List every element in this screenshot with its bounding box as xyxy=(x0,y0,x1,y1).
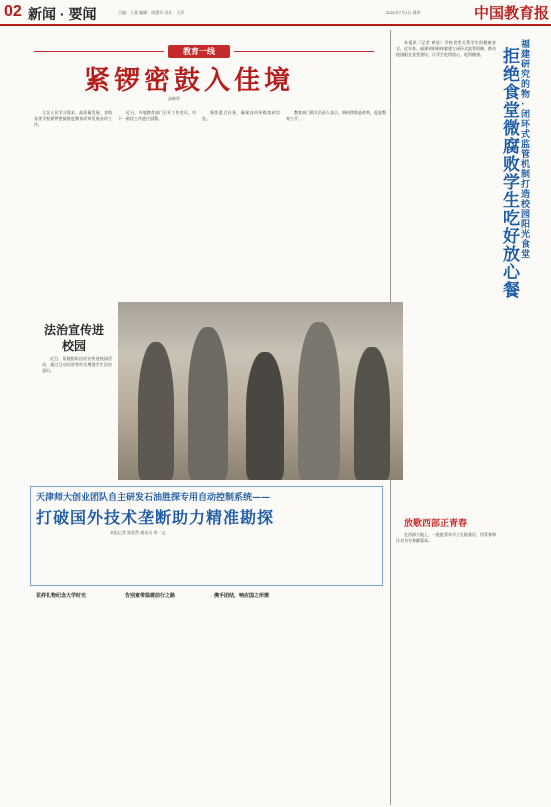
editor-credits: 主编：王嘉 编辑：周建军 设计：王萍 xyxy=(118,10,185,15)
story-column-1: 立足人民学习需求，高质量发展，各级各类学校紧锣密鼓推进教育改革发展各项工作。 xyxy=(34,110,112,128)
news-photo xyxy=(118,302,403,480)
section-title: 新闻 · 要闻 xyxy=(28,6,97,22)
story-headline: 紧锣密鼓入佳境 xyxy=(83,66,294,96)
feature-subhead: 天津师大创业团队自主研发石油胜探专用自动控制系统—— xyxy=(36,493,271,503)
story-kicker: 教育一线 xyxy=(168,45,230,58)
sidebar-body: 在西部大地上，一批批青年学子扎根基层，用青春和汗水书写奉献篇章。 xyxy=(396,532,496,544)
right-body: 本报讯（记者 黄星）学校食堂关系学生的健康安全。近年来，福建省积极探索建立闭环式监管机制，推动校园阳光食堂建设，让学生吃得放心、吃得健康。 xyxy=(396,40,496,58)
right-headline: 拒绝食堂微腐败 学生吃好放心餐 xyxy=(503,47,520,301)
newspaper-logo: 中国教育报 xyxy=(474,4,550,22)
kicker-rule-right xyxy=(234,51,374,52)
photo-caption: 近日，某地组织法治宣传进校园活动，通过互动问答等形式增强学生法治意识。 xyxy=(42,356,112,374)
right-deck: 福建研究的物 · 闭环式监管机制打造校园阳光食堂 xyxy=(521,40,531,260)
feature-headline: 打破国外技术垄断助力精准勘探 xyxy=(36,508,275,527)
lower-subhead-2: 告别宴带温暖前行之路 xyxy=(125,593,176,599)
page-number: 02 xyxy=(4,3,22,20)
issue-date: 2021年7月1日 周四 xyxy=(386,10,421,15)
feature-byline: 本报记者 陈欣然 通讯员 周一文 xyxy=(110,530,166,535)
lower-subhead-1: 花样礼物纪念大学时光 xyxy=(36,593,87,599)
masthead xyxy=(0,0,551,26)
lower-subhead-3: 携手团结，响应国之所需 xyxy=(214,593,270,599)
sidebar-kicker: 放歌西部正青春 xyxy=(404,519,468,529)
story-byline: 高鹤智 xyxy=(168,96,180,101)
photo-caption-title: 法治宣传进校园 xyxy=(44,323,105,353)
story-column-4: 教育部门相关负责人表示，将持续推进改革，促进教育公平。 xyxy=(286,110,386,122)
story-column-2: 近日，多地教育部门召开工作会议，对下一阶段工作进行部署。 xyxy=(118,110,196,122)
kicker-rule-left xyxy=(34,51,164,52)
story-column-3: 聚焦重点任务，确保各项举措落到实处。 xyxy=(202,110,280,122)
